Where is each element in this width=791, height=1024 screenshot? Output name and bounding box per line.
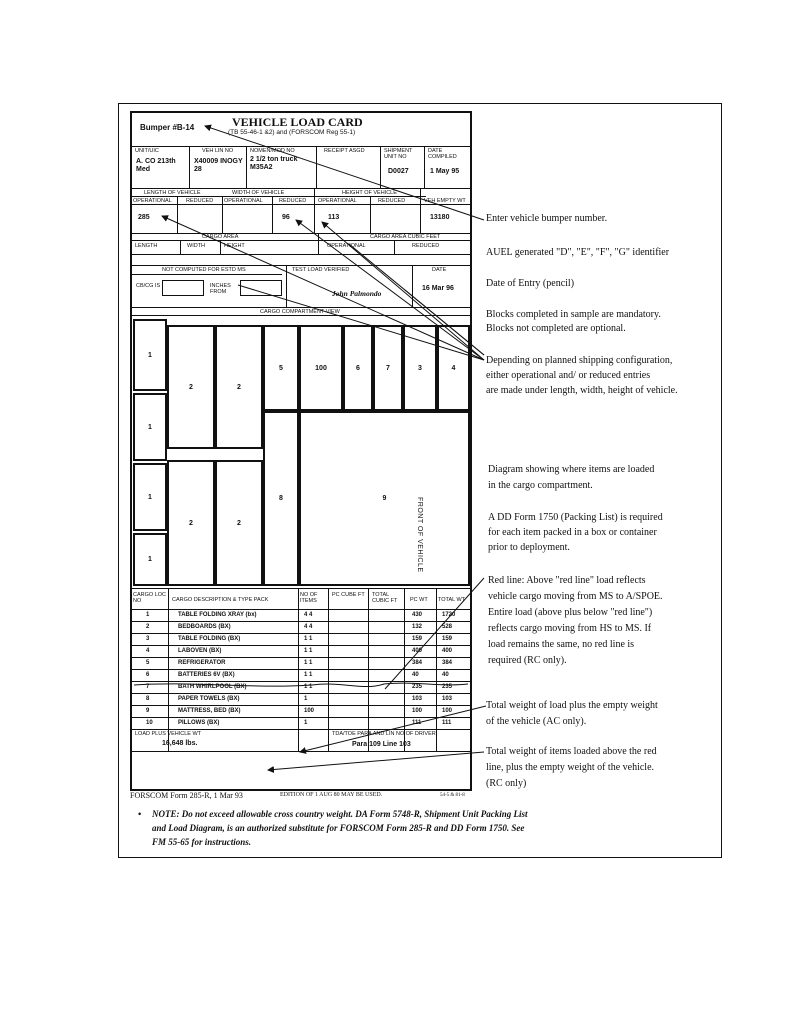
row-items: 4 4: [304, 624, 313, 630]
compartment-slot: 100: [299, 325, 343, 411]
row-loc: 1: [146, 612, 150, 618]
arrow-height: [322, 222, 484, 360]
value-shipment: D0027: [388, 168, 409, 175]
row-total: 528: [442, 624, 453, 630]
compartment-slot: 8: [263, 411, 299, 586]
row-loc: 6: [146, 672, 150, 678]
card-title: VEHICLE LOAD CARD: [232, 115, 363, 129]
row-items: 4 4: [304, 612, 313, 618]
label-wid-op: OPERATIONAL: [224, 198, 263, 204]
row-pcwt: 430: [412, 612, 423, 618]
row-total: 159: [442, 636, 453, 642]
annotation-dd-form: A DD Form 1750 (Packing List) is required: [488, 512, 663, 523]
label-test-verified: TEST LOAD VERIFIED: [292, 267, 350, 273]
annotation-mandatory: Blocks completed in sample are mandatory.: [486, 309, 661, 320]
th-no-items: NO OF ITEMS: [300, 592, 318, 604]
label-cargo-reduced: REDUCED: [412, 243, 440, 249]
label-len-op: OPERATIONAL: [133, 198, 172, 204]
row-desc: TABLE FOLDING (BX): [178, 636, 241, 642]
row-items: 1 1: [304, 648, 313, 654]
label-cb-cg: CB/CG IS: [136, 283, 161, 289]
label-receipt: RECEIPT ASGD: [324, 148, 365, 154]
annotation-shipping: are made under length, width, height of vehicle.: [486, 385, 678, 396]
label-cargo-area: CARGO AREA: [202, 234, 239, 240]
note-line: and Load Diagram, is an authorized substitute for FORSCOM Form 285-R and DD Form 1750. See: [152, 823, 525, 833]
row-loc: 8: [146, 696, 150, 702]
row-desc: BATH WHIRLPOOL (BX): [178, 684, 247, 690]
annotation-diagram: in the cargo compartment.: [488, 480, 593, 491]
footer-edition: EDITION OF 1 AUG 80 MAY BE USED.: [280, 792, 383, 798]
annotation-total-ac: of the vehicle (AC only).: [486, 716, 587, 727]
label-date: DATE: [432, 267, 447, 273]
label-inches-from: INCHES FROM: [210, 283, 231, 295]
arrow-bumper: [205, 126, 484, 220]
compartment-slot: 1: [133, 319, 167, 391]
row-total: 103: [442, 696, 453, 702]
label-cargo-operational: OPERATIONAL: [327, 243, 366, 249]
row-items: 1 1: [304, 660, 313, 666]
annotation-total-ac: Total weight of load plus the empty weight: [486, 700, 658, 711]
th-description: CARGO DESCRIPTION & TYPE PACK: [172, 597, 269, 603]
compartment-slot: 1: [133, 533, 167, 586]
note-line: NOTE: Do not exceed allowable cross country weight. DA Form 5748-R, Shipment Unit Packing List: [152, 809, 528, 819]
row-loc: 3: [146, 636, 150, 642]
row-pcwt: 235: [412, 684, 423, 690]
row-items: 1: [304, 720, 308, 726]
arrow-date: [405, 290, 484, 355]
value-height-op: 113: [328, 214, 340, 221]
compartment-slot: 6: [343, 325, 373, 411]
compartment-slot: 2: [167, 325, 215, 449]
compartment-slot: 4: [437, 325, 470, 411]
label-load-plus: LOAD PLUS VEHICLE WT: [135, 731, 202, 737]
arrow-red-line: [385, 578, 484, 689]
annotation-shipping: Depending on planned shipping configuration,: [486, 355, 673, 366]
annotation-dd-form: prior to deployment.: [488, 542, 570, 553]
compartment-slot: 1: [133, 463, 167, 531]
label-len-red: REDUCED: [186, 198, 214, 204]
annotation-red-line: Entire load (above plus below "red line"): [488, 607, 653, 618]
value-load-plus: 16,648 lbs.: [162, 740, 198, 747]
row-items: 1 1: [304, 636, 313, 642]
th-total-wt: TOTAL WT: [438, 597, 466, 603]
row-items: 1: [304, 696, 308, 702]
compartment-slot: 2: [215, 460, 263, 586]
compartment-slot: 9: [299, 411, 470, 586]
row-pcwt: 40: [412, 672, 419, 678]
value-date: 16 Mar 96: [422, 285, 454, 292]
row-total: 1720: [442, 612, 456, 618]
annotation-red-line: required (RC only).: [488, 655, 567, 666]
row-loc: 2: [146, 624, 150, 630]
label-width-vehicle: WIDTH OF VEHICLE: [232, 190, 285, 196]
label-nomenclature: NOMEN/MOD NO: [250, 148, 295, 154]
bumper-number: Bumper #B-14: [140, 123, 195, 132]
compartment-title: CARGO COMPARTMENT VIEW: [260, 309, 340, 315]
compartment-slot: 5: [263, 325, 299, 411]
row-total: 100: [442, 708, 453, 714]
label-cargo-cubic: CARGO AREA CUBIC FEET: [370, 234, 441, 240]
arrow-length: [162, 216, 484, 360]
row-total: 384: [442, 660, 453, 666]
label-date-compiled: DATE COMPILED: [428, 148, 457, 160]
label-tda: TDA/TOE PARA AND LIN NO OF DRIVER: [332, 731, 436, 737]
annotation-total-rc: Total weight of items loaded above the red: [486, 746, 657, 757]
compartment-slot: 2: [215, 325, 263, 449]
th-cargo-loc: CARGO LOC NO: [133, 592, 167, 604]
compartment-slot: 7: [373, 325, 403, 411]
row-loc: 4: [146, 648, 150, 654]
row-desc: REFRIGERATOR: [178, 660, 226, 666]
row-pcwt: 159: [412, 636, 423, 642]
row-pcwt: 400: [412, 648, 423, 654]
compartment-slot: 1: [133, 393, 167, 461]
row-total: 235: [442, 684, 453, 690]
label-hgt-op: OPERATIONAL: [318, 198, 357, 204]
value-nomenclature: 2 1/2 ton truck M35A2: [250, 156, 298, 171]
row-desc: LABOVEN (BX): [178, 648, 222, 654]
value-length-op: 285: [138, 214, 150, 221]
compartment-slot: 3: [403, 325, 437, 411]
annotation-red-line: Red line: Above "red line" load reflects: [488, 575, 646, 586]
row-items: 1 1: [304, 684, 313, 690]
arrow-total-rc: [268, 752, 484, 770]
row-items: 1 1: [304, 672, 313, 678]
value-unit-uic: A. CO 213th Med: [136, 158, 176, 173]
th-pc-wt: PC WT: [410, 597, 428, 603]
label-length-vehicle: LENGTH OF VEHICLE: [144, 190, 201, 196]
annotation-red-line: reflects cargo moving from HS to MS. If: [488, 623, 652, 634]
row-loc: 7: [146, 684, 150, 690]
row-total: 111: [442, 720, 452, 726]
annotation-red-line: vehicle cargo moving from MS to A/SPOE.: [488, 591, 663, 602]
row-pcwt: 384: [412, 660, 423, 666]
arrow-cg: [238, 285, 484, 360]
note-bullet: •: [138, 809, 142, 819]
front-of-vehicle-label: FRONT OF VEHICLE: [416, 497, 423, 573]
footer-code: 54-5 & 81-8: [440, 793, 465, 798]
value-date-compiled: 1 May 95: [430, 168, 460, 175]
compartment-slot: 2: [167, 460, 215, 586]
row-desc: BATTERIES 6V (BX): [178, 672, 235, 678]
th-total-cubic: TOTAL CUBIC FT: [372, 592, 398, 604]
row-desc: BEDBOARDS (BX): [178, 624, 231, 630]
label-shipment: SHIPMENT UNIT NO: [384, 148, 413, 160]
label-unit-uic: UNIT/UIC: [135, 148, 159, 154]
label-hgt-red: REDUCED: [378, 198, 406, 204]
label-cargo-width: WIDTH: [187, 243, 206, 249]
label-height-vehicle: HEIGHT OF VEHICLE: [342, 190, 397, 196]
row-loc: 10: [146, 720, 153, 726]
row-total: 400: [442, 648, 453, 654]
annotation-shipping: either operational and/ or reduced entries: [486, 370, 651, 381]
arrow-width: [296, 220, 484, 360]
annotation-dd-form: for each item packed in a box or container: [488, 527, 657, 538]
annotation-diagram: Diagram showing where items are loaded: [488, 464, 655, 475]
signature: John Palmondo: [332, 289, 382, 298]
row-pcwt: 103: [412, 696, 423, 702]
footer-form: FORSCOM Form 285-R, 1 Mar 93: [130, 791, 243, 800]
annotation-bumper: Enter vehicle bumper number.: [486, 213, 608, 224]
value-empty-wt: 13180: [430, 214, 450, 221]
row-desc: PAPER TOWELS (BX): [178, 696, 240, 702]
row-desc: MATTRESS, BED (BX): [178, 708, 241, 714]
label-cargo-height: HEIGHT: [224, 243, 245, 249]
row-loc: 5: [146, 660, 150, 666]
value-width-red: 96: [282, 214, 290, 221]
value-tda: Para 109 Line 103: [352, 741, 411, 748]
note-line: FM 55-65 for instructions.: [152, 837, 252, 847]
label-cargo-length: LENGTH: [135, 243, 158, 249]
row-pcwt: 111: [412, 720, 422, 726]
row-pcwt: 100: [412, 708, 423, 714]
card-reference: (TB 55-46-1 &2) and (FORSCOM Reg 55-1): [228, 129, 356, 136]
annotation-red-line: load remains the same, no red line is: [488, 639, 635, 650]
row-pcwt: 132: [412, 624, 423, 630]
annotation-auel: AUEL generated "D", "E", "F", "G" identifier: [486, 247, 670, 258]
row-loc: 9: [146, 708, 150, 714]
annotation-optional: Blocks not completed are optional.: [486, 323, 626, 334]
annotation-total-rc: line, plus the empty weight of the vehicle.: [486, 762, 655, 773]
row-desc: PILLOWS (BX): [178, 720, 220, 726]
label-not-computed: NOT COMPUTED FOR ESTD MS: [162, 267, 246, 273]
row-desc: TABLE FOLDING XRAY (bx): [178, 612, 257, 618]
label-wid-red: REDUCED: [279, 198, 307, 204]
th-pc-cube: PC CUBE FT: [332, 592, 365, 598]
row-total: 40: [442, 672, 449, 678]
value-veh-lin: X40009 INOGY 28: [194, 158, 243, 173]
arrow-total-ac: [300, 706, 486, 752]
label-empty-wt: VEH EMPTY WT: [424, 198, 466, 204]
annotation-total-rc: (RC only): [486, 778, 527, 789]
label-veh-lin: VEH LIN NO: [202, 148, 234, 154]
annotation-date-entry: Date of Entry (pencil): [486, 278, 575, 289]
row-items: 100: [304, 708, 315, 714]
